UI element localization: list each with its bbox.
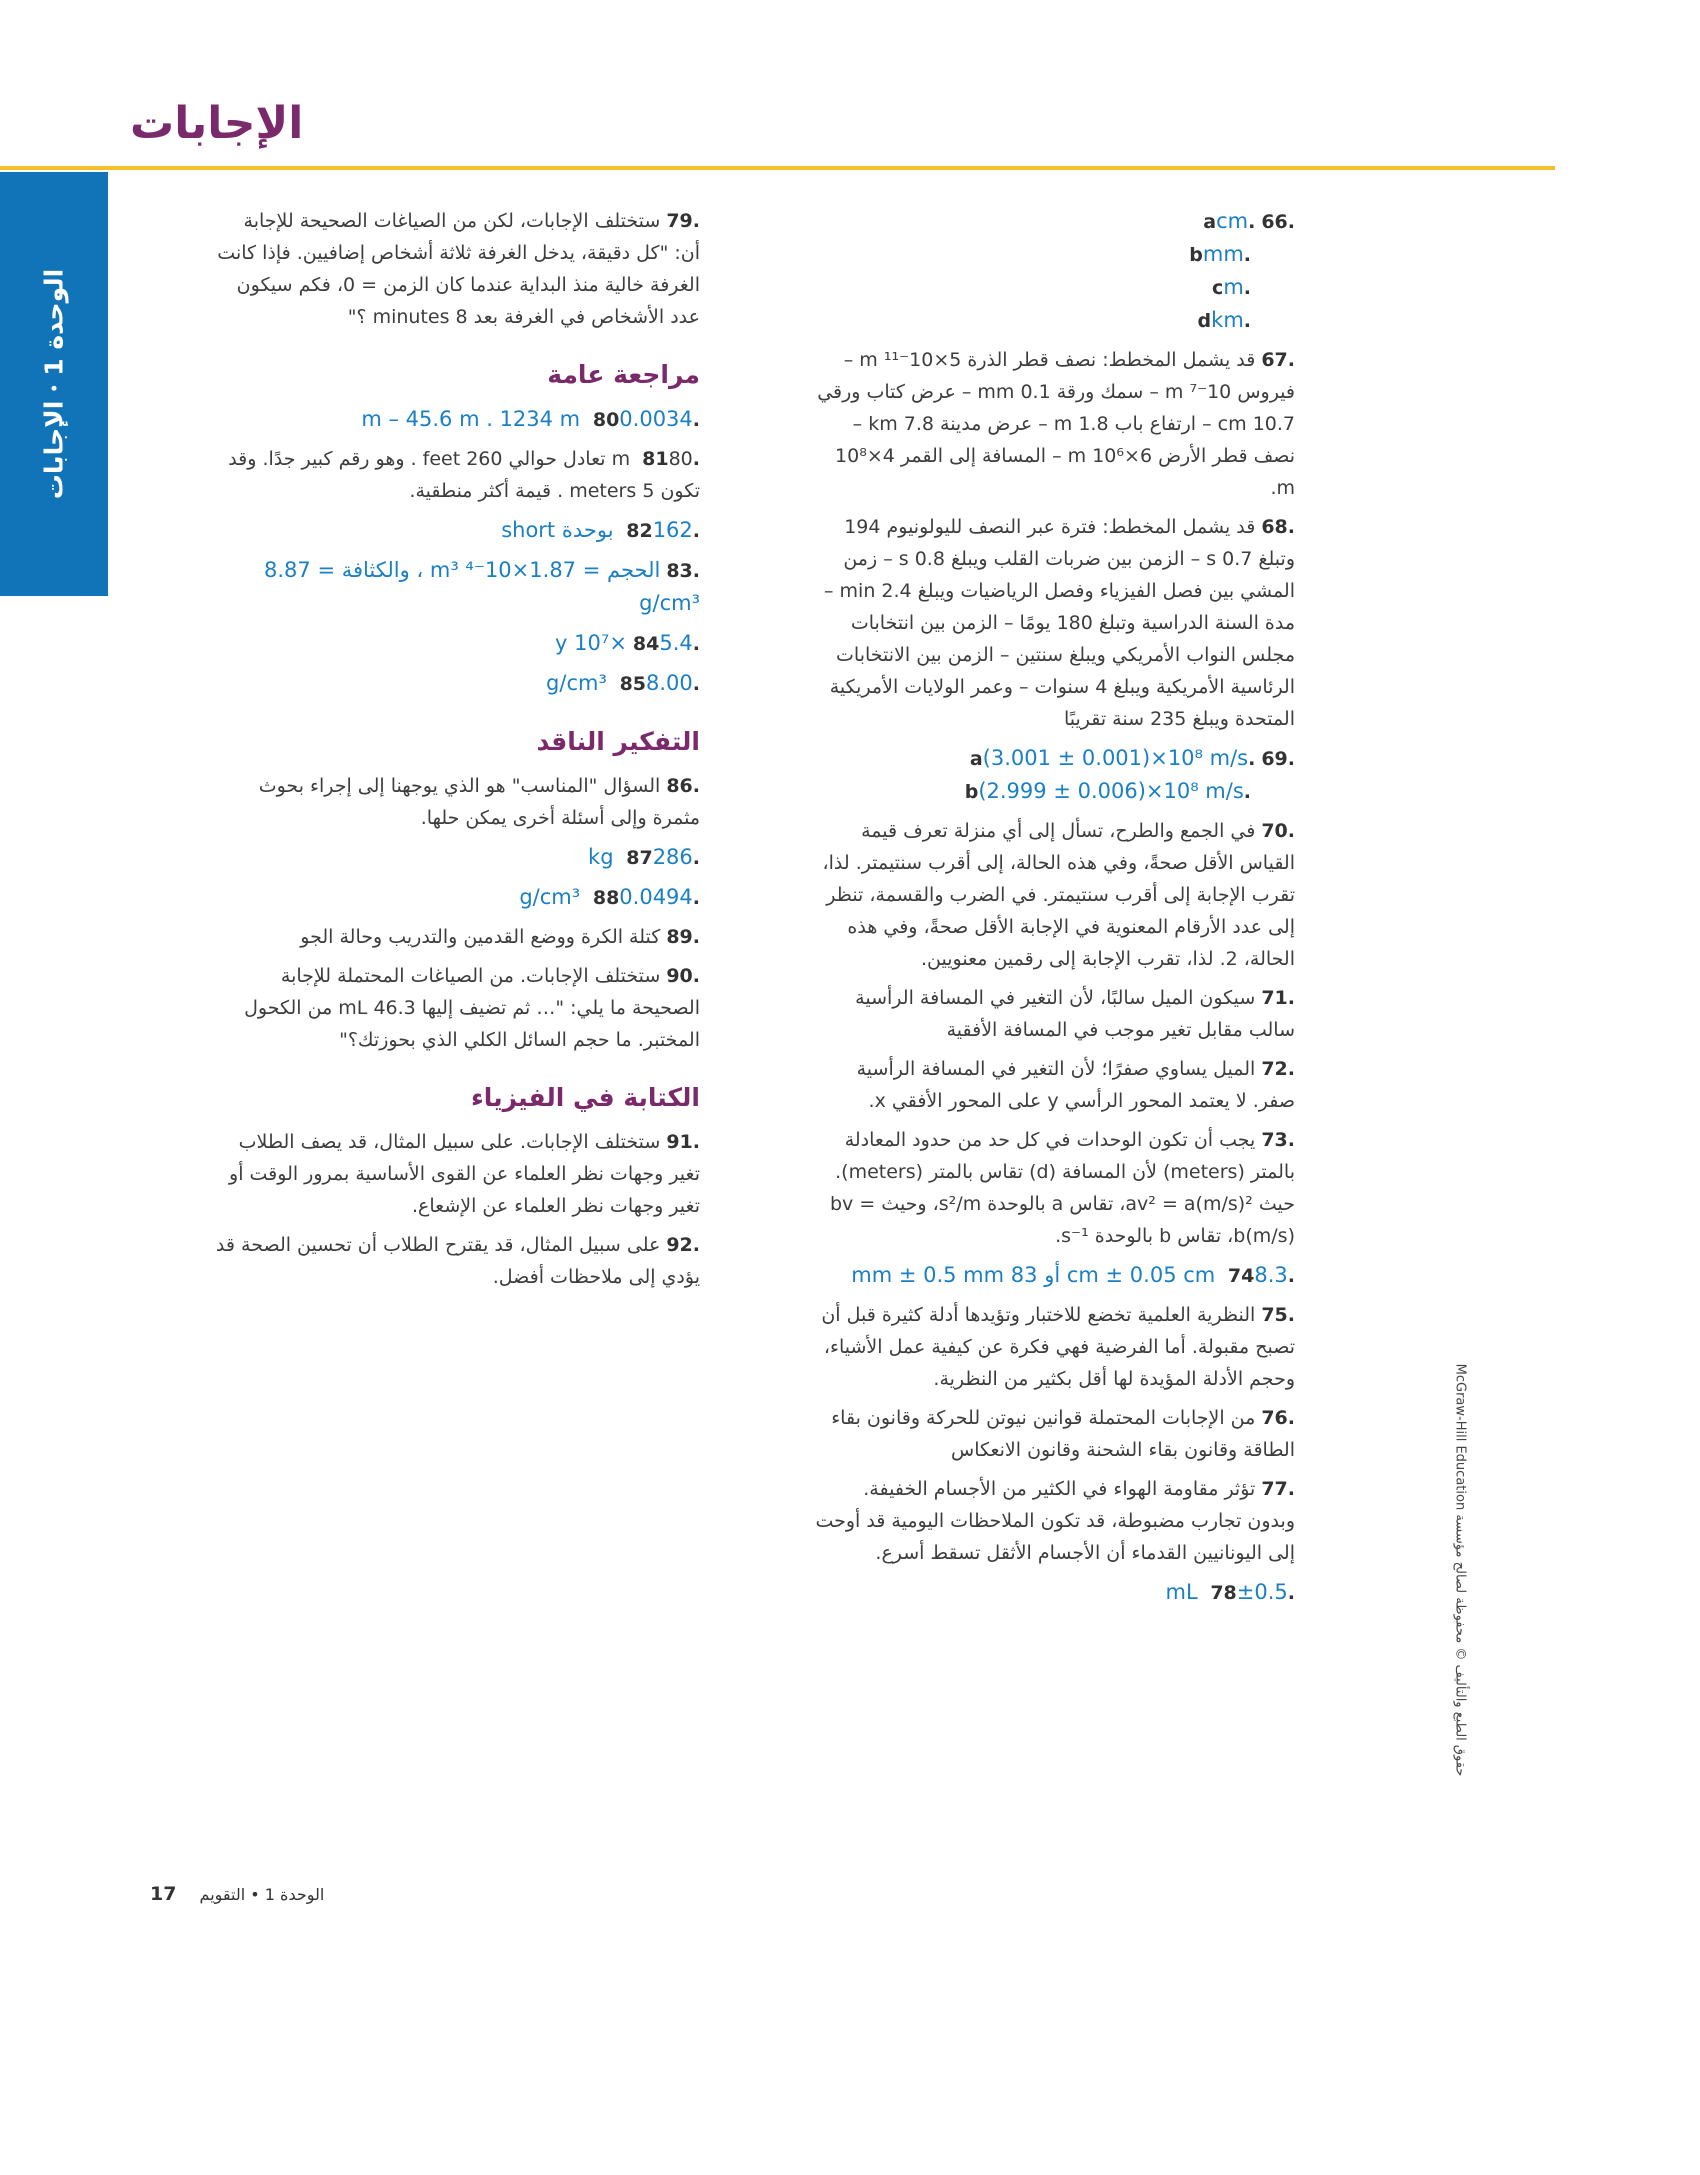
answer-number: .76 bbox=[1261, 1407, 1295, 1429]
page-footer bbox=[150, 1883, 324, 1905]
answer-number: .66 bbox=[1261, 211, 1295, 233]
copyright-notice: حقوق الطبع والتأليف © محفوظة لصالح مؤسسة McGraw-Hill Education bbox=[1452, 1363, 1468, 1777]
answer-text: كتلة الكرة ووضع القدمين والتدريب وحالة الجو bbox=[300, 926, 661, 948]
answer-86 bbox=[215, 770, 700, 834]
answer-70 bbox=[815, 815, 1295, 975]
answer-number: .75 bbox=[1261, 1304, 1295, 1326]
answer-value: (2.999 ± 0.006)×10⁸ m/s bbox=[978, 779, 1244, 803]
answer-number: .84 bbox=[632, 633, 700, 655]
answer-value: 286 kg bbox=[588, 845, 693, 869]
answer-81 bbox=[215, 443, 700, 507]
answer-value: 0.0034 m – 45.6 m . 1234 m bbox=[361, 407, 693, 431]
answer-89 bbox=[215, 921, 700, 953]
answer-92 bbox=[215, 1229, 700, 1293]
answer-value: (3.001 ± 0.001)×10⁸ m/s bbox=[982, 746, 1249, 770]
answer-number: .67 bbox=[1261, 349, 1295, 371]
answer-76 bbox=[815, 1402, 1295, 1466]
answer-number: .90 bbox=[666, 965, 700, 987]
answer-number: .69 bbox=[1261, 748, 1295, 770]
answer-87 bbox=[215, 841, 700, 874]
answer-number: .79 bbox=[666, 210, 700, 232]
answer-value: 162 بوحدة short bbox=[501, 518, 693, 542]
answer-value: m bbox=[1223, 275, 1244, 299]
answers-column-right bbox=[815, 205, 1295, 1616]
answer-90 bbox=[215, 960, 700, 1056]
answer-73 bbox=[815, 1124, 1295, 1252]
answer-text: 80 m تعادل حوالي 260 feet . وهو رقم كبير جدًا. وقد تكون 5 meters . قيمة أكثر منطقية. bbox=[228, 448, 700, 502]
answer-number: .89 bbox=[666, 926, 700, 948]
answer-text: يجب أن تكون الوحدات في كل حد من حدود المعادلة بالمتر (meters) لأن المسافة (d) تقاس بالمتر (meters). حيث av² = a(m/s)²، تقاس a بالوحدة s²/m، وحيث bv = b(m/s)، تقاس b بالوحدة s⁻¹. bbox=[829, 1129, 1295, 1247]
answer-value: الحجم = 1.87×10⁻⁴ m³ ، والكثافة = 8.87 g/cm³ bbox=[264, 558, 700, 615]
answer-number: .78 bbox=[1210, 1582, 1295, 1604]
answer-number: .74 bbox=[1227, 1265, 1295, 1287]
answer-text: ستختلف الإجابات. على سبيل المثال، قد يصف الطلاب تغير وجهات نظر العلماء عن القوى الأساسية بمرور الوقت أو تغير وجهات نظر العلماء عن الإشعاع. bbox=[229, 1131, 700, 1217]
answer-68 bbox=[815, 511, 1295, 735]
answer-value: cm bbox=[1216, 209, 1249, 233]
answer-number: .83 bbox=[666, 560, 700, 582]
answer-text: السؤال "المناسب" هو الذي يوجهنا إلى إجراء بحوث مثمرة وإلى أسئلة أخرى يمكن حلها. bbox=[258, 775, 700, 829]
answer-number: .72 bbox=[1261, 1058, 1295, 1080]
answer-75 bbox=[815, 1299, 1295, 1395]
answer-number: .81 bbox=[642, 448, 700, 470]
footer-section: التقويم bbox=[199, 1885, 246, 1904]
answer-value: km bbox=[1211, 308, 1244, 332]
answer-84 bbox=[215, 627, 700, 660]
answer-value: 5.4×10⁷ y bbox=[555, 631, 693, 655]
answer-value: 8.3 cm ± 0.05 cm أو 83 mm ± 0.5 mm bbox=[851, 1263, 1288, 1287]
section-heading-writing: الكتابة في الفيزياء bbox=[471, 1083, 700, 1112]
answer-74 bbox=[815, 1259, 1295, 1292]
answer-71 bbox=[815, 982, 1295, 1046]
answer-91 bbox=[215, 1126, 700, 1222]
sub-letter: .b bbox=[964, 781, 1251, 803]
answer-number: .68 bbox=[1261, 516, 1295, 538]
answer-77 bbox=[815, 1473, 1295, 1569]
answer-number: .73 bbox=[1261, 1129, 1295, 1151]
answer-text: سيكون الميل سالبًا، لأن التغير في المسافة الرأسية سالب مقابل تغير موجب في المسافة الأفقية bbox=[855, 987, 1295, 1041]
answer-number: .88 bbox=[592, 887, 700, 909]
section-heading-critical-thinking: التفكير الناقد bbox=[536, 727, 700, 756]
answer-text: في الجمع والطرح، تسأل إلى أي منزلة تعرف قيمة القياس الأقل صحةً، وفي هذه الحالة، إلى أقرب سنتيمتر. لذا، تقرب الإجابة إلى أقرب سنتيمتر. في الضرب والقسمة، تنظر إلى عدد الأرقام المعنوية في الإجابة الأقل صحةً، وفي هذه الحالة، 2. لذا، تقرب الإجابة إلى رقمين معنويين. bbox=[822, 820, 1295, 970]
answer-text: الميل يساوي صفرًا؛ لأن التغير في المسافة الرأسية صفر. لا يعتمد المحور الرأسي y على المحور الأفقي x. bbox=[856, 1058, 1295, 1112]
answer-79 bbox=[215, 205, 700, 333]
answer-85 bbox=[215, 667, 700, 700]
title-rule bbox=[0, 166, 1555, 170]
footer-separator: • bbox=[250, 1885, 260, 1904]
answer-text: ستختلف الإجابات. من الصياغات المحتملة للإجابة الصحيحة ما يلي: "… ثم تضيف إليها 46.3 mL من الكحول المختبر. ما حجم السائل الكلي الذي بحوزتك؟" bbox=[244, 965, 700, 1051]
sub-letter: .a bbox=[969, 748, 1256, 770]
answer-number: .71 bbox=[1261, 987, 1295, 1009]
answer-82 bbox=[215, 514, 700, 547]
side-tab-label bbox=[40, 269, 69, 499]
answer-number: .80 bbox=[592, 409, 700, 431]
side-tab-unit: الوحدة 1 bbox=[39, 268, 69, 376]
sub-letter: .a bbox=[1203, 211, 1256, 233]
section-heading-review: مراجعة عامة bbox=[547, 360, 700, 389]
answer-number: .91 bbox=[666, 1131, 700, 1153]
answer-value: 8.00 g/cm³ bbox=[546, 671, 693, 695]
answer-78 bbox=[815, 1576, 1295, 1609]
answer-text: ستختلف الإجابات، لكن من الصياغات الصحيحة للإجابة أن: "كل دقيقة، يدخل الغرفة ثلاثة أشخاص إضافيين. فإذا كانت الغرفة خالية منذ البداية عندما كان الزمن = 0، فكم سيكون عدد الأشخاص في الغرفة بعد 8 minutes ؟" bbox=[217, 210, 700, 328]
answer-text: النظرية العلمية تخضع للاختبار وتؤيدها أدلة كثيرة قبل أن تصبح مقبولة. أما الفرضية فهي فكرة عن كيفية عمل الأشياء، وحجم الأدلة المؤيدة لها أقل بكثير من النظرية. bbox=[821, 1304, 1295, 1390]
answer-value: mm bbox=[1202, 242, 1244, 266]
answer-value: 0.0494 g/cm³ bbox=[519, 885, 693, 909]
answer-number: .87 bbox=[626, 847, 700, 869]
answer-83 bbox=[215, 554, 700, 620]
answer-number: .92 bbox=[666, 1234, 700, 1256]
answer-number: .85 bbox=[619, 673, 700, 695]
side-tab-separator: • bbox=[47, 383, 64, 393]
page-number: 17 bbox=[150, 1883, 177, 1905]
sub-letter: .c bbox=[1212, 277, 1251, 299]
answer-number: .86 bbox=[666, 775, 700, 797]
answer-number: .70 bbox=[1261, 820, 1295, 842]
answer-value: ±0.5 mL bbox=[1165, 1580, 1288, 1604]
answer-text: قد يشمل المخطط: فترة عبر النصف لليولونيوم 194 وتبلغ 0.7 s – الزمن بين ضربات القلب ويبلغ 0.8 s – زمن المشي بين فصل الفيزياء وفصل الرياضيات ويبلغ 2.4 min – مدة السنة الدراسية وتبلغ 180 يومًا – الزمن بين انتخابات مجلس النواب الأمريكي ويبلغ سنتين – الزمن بين الانتخابات الرئاسية الأمريكية ويبلغ 4 سنوات – وعمر الولايات الأمريكية المتحدة ويبلغ 235 سنة تقريبًا bbox=[823, 516, 1295, 730]
answer-number: .82 bbox=[626, 520, 700, 542]
answer-66 bbox=[815, 205, 1295, 337]
answer-72 bbox=[815, 1053, 1295, 1117]
sub-letter: .d bbox=[1197, 310, 1251, 332]
side-tab-section: الإجابات bbox=[39, 400, 69, 500]
footer-unit: الوحدة 1 bbox=[264, 1885, 325, 1904]
answer-text: على سبيل المثال، قد يقترح الطلاب أن تحسين الصحة قد يؤدي إلى ملاحظات أفضل. bbox=[215, 1234, 700, 1288]
answer-number: .77 bbox=[1261, 1478, 1295, 1500]
answer-text: قد يشمل المخطط: نصف قطر الذرة 5×10⁻¹¹ m – فيروس 10⁻⁷ m – سمك ورقة 0.1 mm – عرض كتاب ورقي 10.7 cm – ارتفاع باب 1.8 m – عرض مدينة 7.8 km – نصف قطر الأرض 6×10⁶ m – المسافة إلى القمر 4×10⁸ m. bbox=[817, 349, 1295, 499]
sub-letter: .b bbox=[1189, 244, 1251, 266]
answer-80 bbox=[215, 403, 700, 436]
answer-88 bbox=[215, 881, 700, 914]
answer-67 bbox=[815, 344, 1295, 504]
answer-text: تؤثر مقاومة الهواء في الكثير من الأجسام الخفيفة. وبدون تجارب مضبوطة، قد تكون الملاحظات اليومية قد أوحت إلى اليونانيين القدماء أن الأجسام الأثقل تسقط أسرع. bbox=[815, 1478, 1295, 1564]
answer-text: من الإجابات المحتملة قوانين نيوتن للحركة وقانون بقاء الطاقة وقانون بقاء الشحنة وقانون الانعكاس bbox=[831, 1407, 1295, 1461]
answers-column-left bbox=[215, 205, 700, 1300]
answer-69 bbox=[815, 742, 1295, 808]
page-title: الإجابات bbox=[130, 98, 304, 149]
